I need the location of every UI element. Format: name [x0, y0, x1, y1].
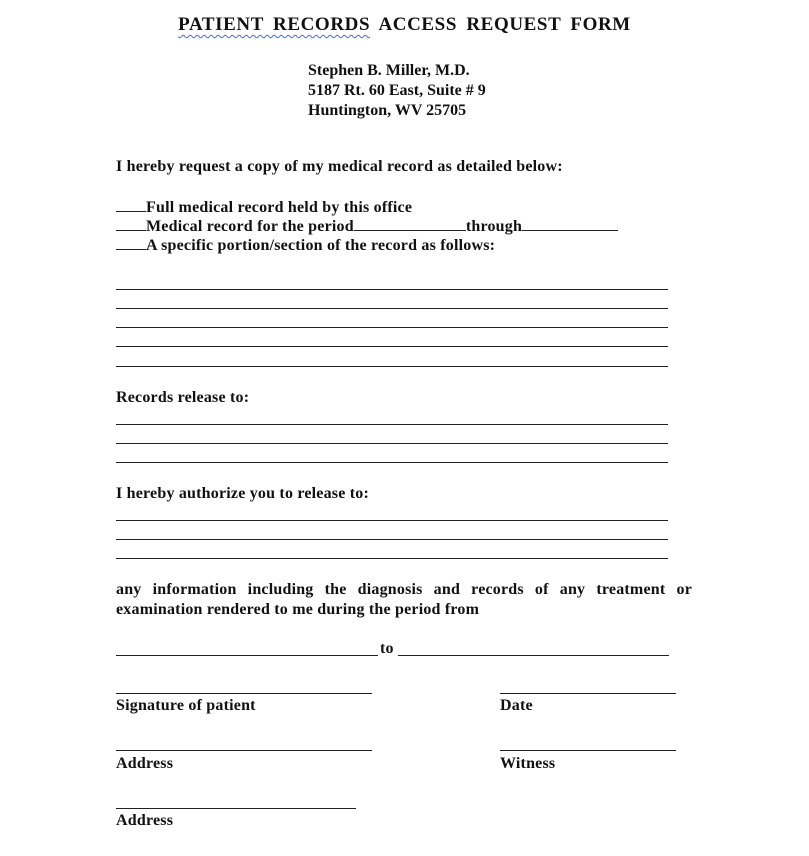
form-title-part1: PATIENT RECORDS — [178, 14, 371, 35]
period-from-field[interactable] — [116, 655, 378, 656]
option-full-record — [116, 197, 412, 217]
authorize-line[interactable] — [116, 520, 668, 521]
authorize-label: I hereby authorize you to release to: — [116, 485, 369, 502]
physician-street: 5187 Rt. 60 East, Suite # 9 — [308, 82, 486, 99]
period-start-field[interactable] — [354, 216, 466, 231]
physician-city: Huntington, WV 25705 — [308, 102, 467, 119]
release-to-line[interactable] — [116, 462, 668, 463]
date-field[interactable] — [500, 693, 676, 694]
release-to-label: Records release to: — [116, 389, 250, 406]
witness-label: Witness — [500, 755, 556, 772]
signature-field[interactable] — [116, 693, 372, 694]
authorize-line[interactable] — [116, 539, 668, 540]
request-intro: I hereby request a copy of my medical record as detailed below: — [116, 158, 563, 175]
option-specific-label: A specific portion/section of the record as follows: — [146, 237, 496, 254]
specific-portion-line[interactable] — [116, 327, 668, 328]
release-to-line[interactable] — [116, 424, 668, 425]
address-label: Address — [116, 755, 174, 772]
option-specific-portion — [116, 235, 495, 255]
option-full-record-label: Full medical record held by this office — [146, 199, 413, 216]
period-to-label: to — [380, 640, 394, 657]
period-to-field[interactable] — [398, 655, 669, 656]
signature-label: Signature of patient — [116, 697, 256, 714]
address-label-2: Address — [116, 812, 174, 829]
option-full-record-checkbox-blank[interactable] — [116, 197, 146, 212]
address-field[interactable] — [116, 750, 372, 751]
option-specific-checkbox-blank[interactable] — [116, 235, 146, 250]
info-paragraph: any information including the diagnosis and records of any treatment or examination rendered to me during the period from — [116, 581, 692, 618]
form-title — [0, 14, 809, 36]
specific-portion-line[interactable] — [116, 366, 668, 367]
specific-portion-line[interactable] — [116, 346, 668, 347]
specific-portion-line[interactable] — [116, 289, 668, 290]
release-to-line[interactable] — [116, 443, 668, 444]
witness-field[interactable] — [500, 750, 676, 751]
physician-name: Stephen B. Miller, M.D. — [308, 62, 470, 79]
address-field-2[interactable] — [116, 808, 356, 809]
option-period-through: through — [465, 218, 523, 235]
date-label: Date — [500, 697, 533, 714]
period-end-field[interactable] — [522, 216, 618, 231]
specific-portion-line[interactable] — [116, 308, 668, 309]
option-period-record — [116, 216, 618, 236]
option-period-checkbox-blank[interactable] — [116, 216, 146, 231]
option-period-label: Medical record for the period — [146, 218, 354, 235]
authorize-line[interactable] — [116, 558, 668, 559]
form-title-part2: ACCESS REQUEST FORM — [378, 14, 631, 35]
